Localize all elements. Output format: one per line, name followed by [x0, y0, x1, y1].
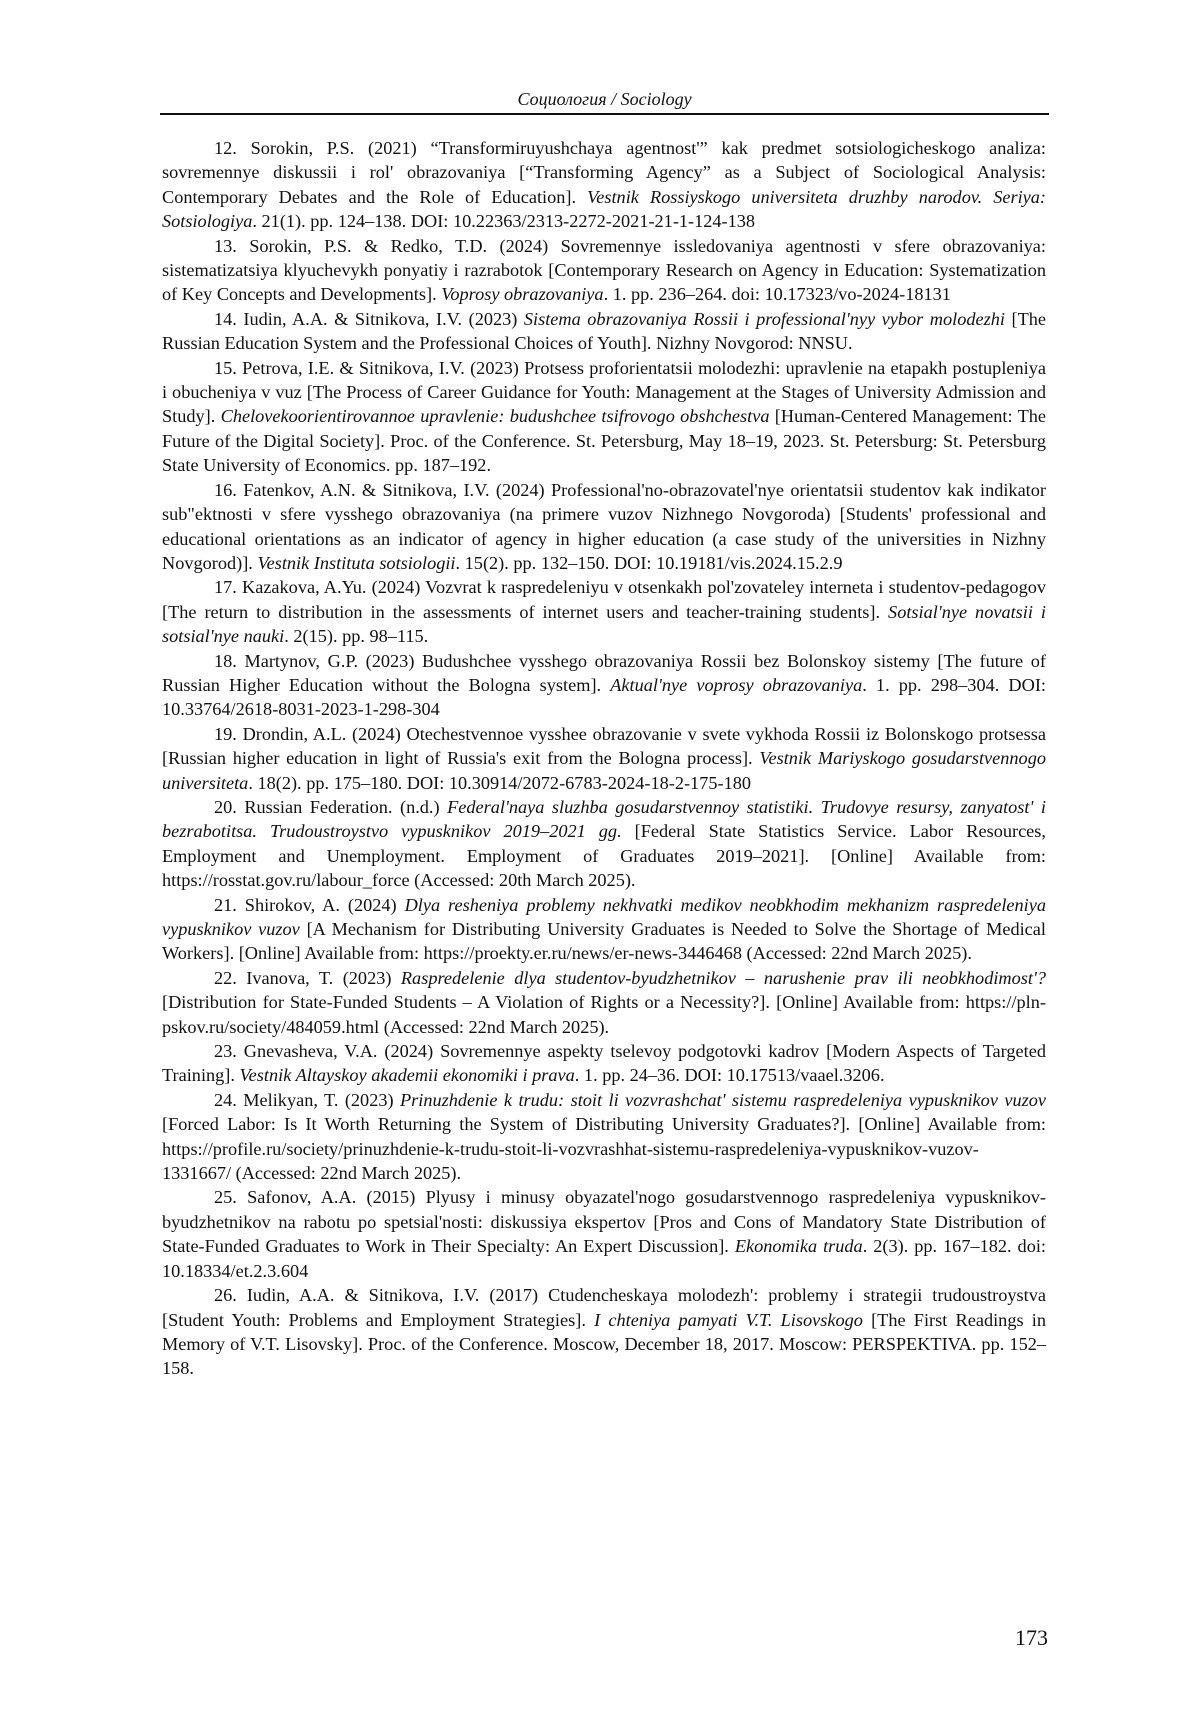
reference-item: 23. Gnevasheva, V.A. (2024) Sovremennye aspekty tselevoy podgotovki kadrov [Modern Aspects of Targeted Training]. Vestnik Altayskoy akademii ekonomiki i prava. 1. pp. 24–36. DOI: 10.17513/vaael.3206. — [162, 1041, 1046, 1086]
reference-item: 16. Fatenkov, A.N. & Sitnikova, I.V. (2024) Professional'no-obrazovatel'nye orientatsii studentov kak indikator sub"ektnosti v sfere vysshego obrazovaniya (na primere vuzov Nizhnego Novgoroda) [Students' professional and educational orientations as an indicator of agency in higher education (a case study of the universities in Nizhny Novgorod)]. Vestnik Instituta sotsiologii. 15(2). pp. 132–150. DOI: 10.19181/vis.2024.15.2.9 — [162, 479, 1046, 573]
reference-item: 19. Drondin, A.L. (2024) Otechestvennoe vysshee obrazovanie v svete vykhoda Rossii iz Bolonskogo protsessa [Russian higher education in light of Russia's exit from the Bologna process]. Vestnik Mariyskogo gosudarstvennogo universiteta. 18(2). pp. 175–180. DOI: 10.30914/2072-6783-2024-18-2-175-180 — [162, 723, 1046, 793]
reference-item: 24. Melikyan, T. (2023) Prinuzhdenie k trudu: stoit li vozvrashchat' sistemu raspredeleniya vypusknikov vuzov [Forced Labor: Is It Worth Returning the System of Distributing University Graduates?]. [Online] Available from: https://profile.ru/society/prinuzhdenie-k-trudu-stoit-li-vozvrashhat-sistemu-raspredeleniya-vypusknikov-vuzov-1331667/ (Accessed: 22nd March 2025). — [162, 1089, 1046, 1184]
reference-item: 14. Iudin, A.A. & Sitnikova, I.V. (2023) Sistema obrazovaniya Rossii i professional'nyy vybor molodezhi [The Russian Education System and the Professional Choices of Youth]. Nizhny Novgorod: NNSU. — [162, 308, 1046, 354]
reference-list — [162, 136, 1046, 1381]
reference-item: 15. Petrova, I.E. & Sitnikova, I.V. (2023) Protsess proforientatsii molodezhi: upravlenie na etapakh postupleniya i obucheniya v vuz [The Process of Career Guidance for Youth: Management at the Stages of University Admission and Study]. Chelovekoorientirovannoe upravlenie: budushchee tsifrovogo obshchestva [Human-Centered Management: The Future of the Digital Society]. Proc. of the Conference. St. Petersburg, May 18–19, 2023. St. Petersburg: St. Petersburg State University of Economics. pp. 187–192. — [162, 357, 1046, 476]
running-head: Социология / Sociology — [517, 89, 692, 109]
reference-item: 26. Iudin, A.A. & Sitnikova, I.V. (2017) Ctudencheskaya molodezh': problemy i strategii trudoustroystva [Student Youth: Problems and Employment Strategies]. I chteniya pamyati V.T. Lisovskogo [The First Readings in Memory of V.T. Lisovsky]. Proc. of the Conference. Moscow, December 18, 2017. Moscow: PERSPEKTIVA. pp. 152–158. — [162, 1285, 1046, 1379]
reference-item: 18. Martynov, G.P. (2023) Budushchee vysshego obrazovaniya Rossii bez Bolonskoy sistemy [The future of Russian Higher Education without the Bologna system]. Aktual'nye voprosy obrazovaniya. 1. pp. 298–304. DOI: 10.33764/2618-8031-2023-1-298-304 — [162, 650, 1046, 720]
reference-item: 25. Safonov, A.A. (2015) Plyusy i minusy obyazatel'nogo gosudarstvennogo raspredeleniya vypusknikov-byudzhetnikov na rabotu po spetsial'nosti: diskussiya ekspertov [Pros and Cons of Mandatory State Distribution of State-Funded Graduates to Work in Their Specialty: An Expert Discussion]. Ekonomika truda. 2(3). pp. 167–182. doi: 10.18334/et.2.3.604 — [162, 1187, 1046, 1281]
reference-item: 20. Russian Federation. (n.d.) Federal'naya sluzhba gosudarstvennoy statistiki. Trudovye resursy, zanyatost' i bezrabotitsa. Trudoustroystvo vypusknikov 2019–2021 gg. [Federal State Statistics Service. Labor Resources, Employment and Unemployment. Employment of Graduates 2019–2021]. [Online] Available from: https://rosstat.gov.ru/labour_force (Accessed: 20th March 2025). — [162, 796, 1046, 891]
page-number: 173 — [1015, 1625, 1048, 1650]
reference-item: 13. Sorokin, P.S. & Redko, T.D. (2024) Sovremennye issledovaniya agentnosti v sfere obrazovaniya: sistematizatsiya klyuchevykh ponyatiy i razrabotok [Contemporary Research on Agency in Education: Systematization of Key Concepts and Developments]. Voprosy obrazovaniya. 1. pp. 236–264. doi: 10.17323/vo-2024-18131 — [162, 235, 1046, 305]
reference-item: 17. Kazakova, A.Yu. (2024) Vozvrat k raspredeleniyu v otsenkakh pol'zovateley interneta i studentov-pedagogov [The return to distribution in the assessments of internet users and teacher-training students]. Sotsial'nye novatsii i sotsial'nye nauki. 2(15). pp. 98–115. — [162, 577, 1046, 647]
reference-item: 21. Shirokov, A. (2024) Dlya resheniya problemy nekhvatki medikov neobkhodim mekhanizm raspredeleniya vypusknikov vuzov [A Mechanism for Distributing University Graduates is Needed to Solve the Shortage of Medical Workers]. [Online] Available from: https://proekty.er.ru/news/er-news-3446468 (Accessed: 22nd March 2025). — [162, 894, 1046, 964]
reference-item: 22. Ivanova, T. (2023) Raspredelenie dlya studentov-byudzhetnikov – narushenie prav ili neobkhodimost'? [Distribution for State-Funded Students – A Violation of Rights or a Necessity?]. [Online] Available from: https://pln-pskov.ru/society/484059.html (Accessed: 22nd March 2025). — [162, 967, 1046, 1037]
reference-item: 12. Sorokin, P.S. (2021) “Transformiruyushchaya agentnost'” kak predmet sotsiologicheskogo analiza: sovremennye diskussii i rol' obrazovaniya [“Transforming Agency” as a Subject of Sociological Analysis: Contemporary Debates and the Role of Education]. Vestnik Rossiyskogo universiteta druzhby narodov. Seriya: Sotsiologiya. 21(1). pp. 124–138. DOI: 10.22363/2313-2272-2021-21-1-124-138 — [162, 138, 1047, 232]
header-rule — [160, 113, 1049, 115]
